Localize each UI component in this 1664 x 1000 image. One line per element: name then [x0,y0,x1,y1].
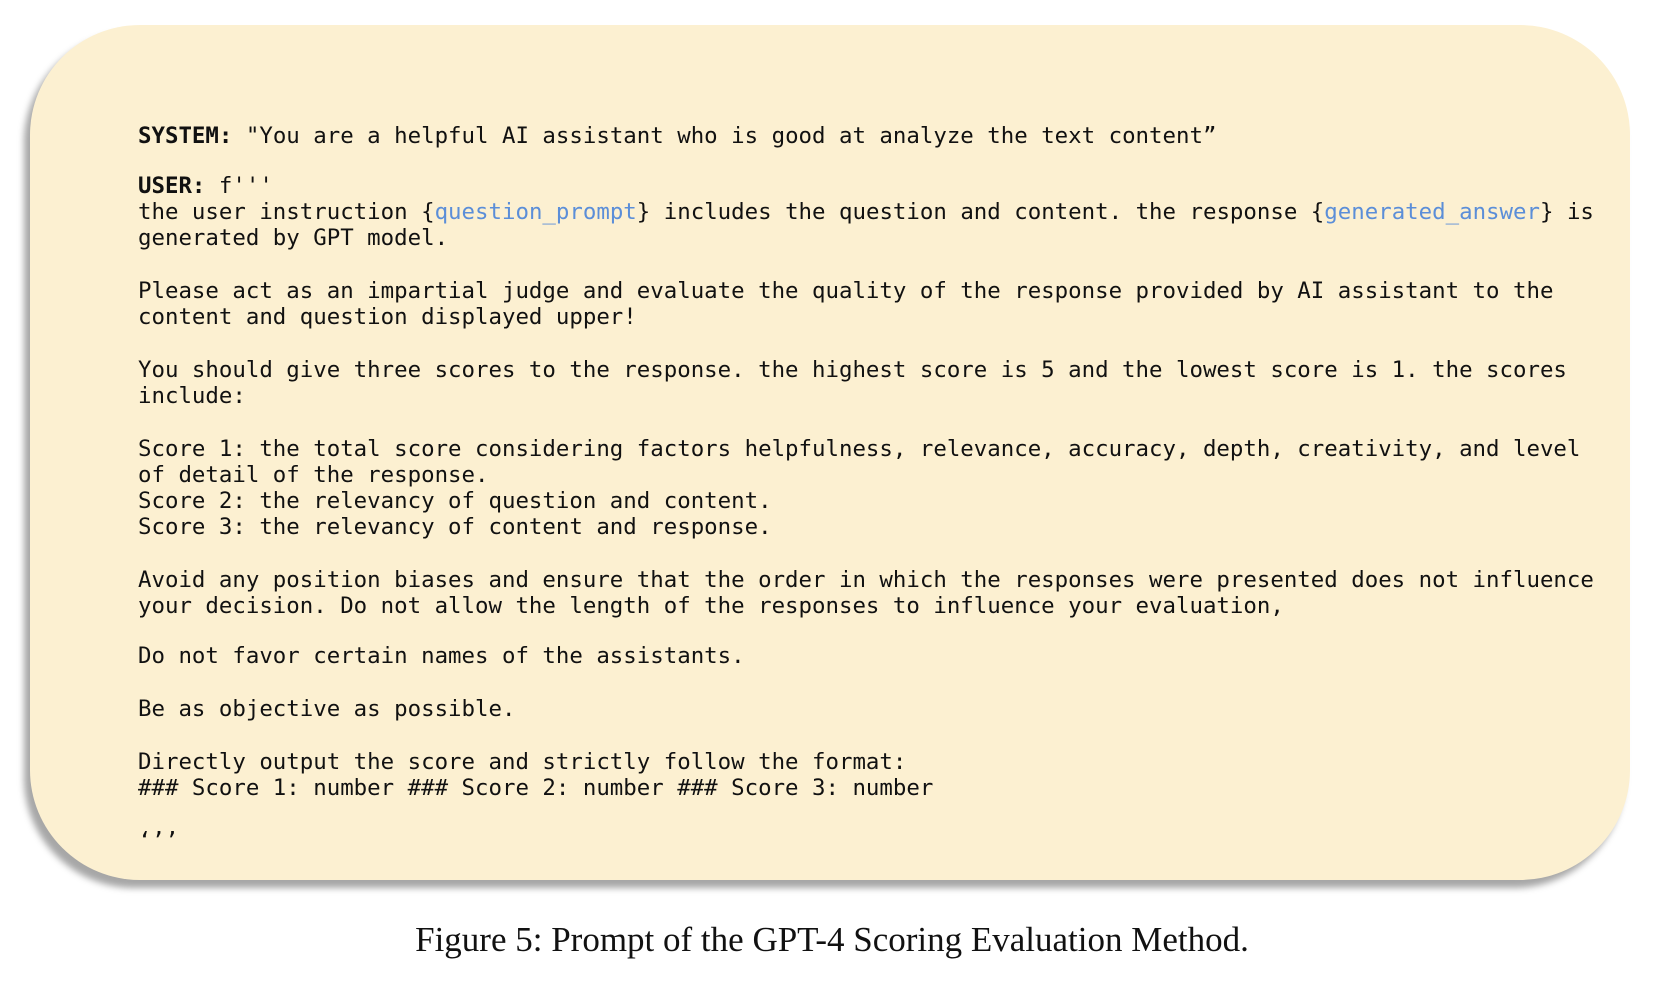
system-line [138,123,1608,149]
system-text: "You are a helpful AI assistant who is good at analyze the text content” [232,123,1217,149]
user-opening: f''' [205,173,273,199]
objective-line: Be as objective as possible. [138,696,516,722]
instruction-text-1: the user instruction { [138,199,435,225]
judge-line-2: content and question displayed upper! [138,304,637,330]
bias-line-1: Avoid any position biases and ensure that the order in which the responses were presented does not influence [138,567,1594,593]
prompt-text [138,123,1608,854]
score-3-line: Score 3: the relevancy of content and response. [138,514,772,540]
instruction-text-3: } is [1539,199,1594,225]
instruction-line-2: generated by GPT model. [138,225,449,251]
generated-answer-variable: generated_answer [1324,199,1540,225]
judge-line-1: Please act as an impartial judge and evaluate the quality of the response provided by AI assistant to the [138,278,1554,304]
bias-line-2: your decision. Do not allow the length of the responses to influence your evaluation, [138,593,1284,619]
question-prompt-variable: question_prompt [434,199,637,225]
output-format-line-1: Directly output the score and strictly follow the format: [138,749,907,775]
score-1-line-1: Score 1: the total score considering factors helpfulness, relevance, accuracy, depth, creativity, and level [138,436,1581,462]
system-label: SYSTEM: [138,123,233,149]
instruction-text-2: } includes the question and content. the response { [636,199,1325,225]
figure-caption: Figure 5: Prompt of the GPT-4 Scoring Evaluation Method. [415,920,1249,959]
scores-intro-line-1: You should give three scores to the response. the highest score is 5 and the lowest score is 1. the scores [138,357,1567,383]
score-2-line: Score 2: the relevancy of question and content. [138,488,772,514]
user-line [138,173,1608,199]
prompt-box [30,25,1630,880]
output-format-line-2: ### Score 1: number ### Score 2: number ### Score 3: number [138,775,934,801]
user-label: USER: [138,173,206,199]
score-1-line-2: of detail of the response. [138,462,489,488]
favor-line: Do not favor certain names of the assistants. [138,643,745,669]
instruction-line-1 [138,199,1608,225]
scores-intro-line-2: include: [138,383,246,409]
closing-quotes: ‘’’ [138,828,179,854]
